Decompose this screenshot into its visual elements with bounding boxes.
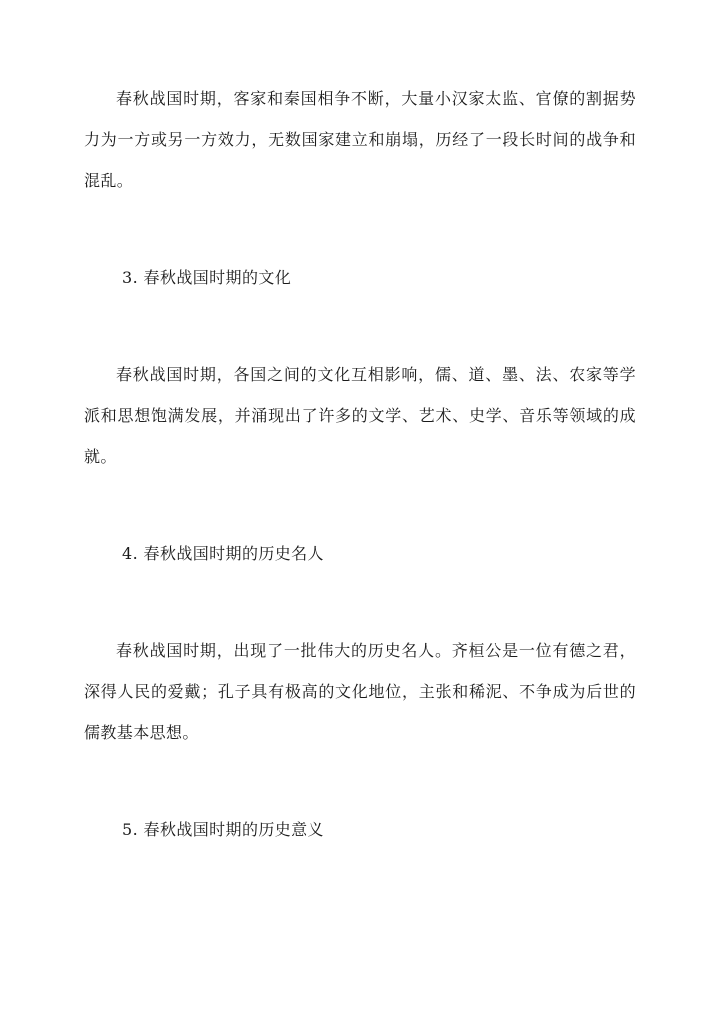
spacer: [84, 753, 636, 809]
paragraph-famous-people: 春秋战国时期，出现了一批伟大的历史名人。齐桓公是一位有德之君，深得人民的爱戴；孔子具有极高的文化地位，主张和稀泥、不争成为后世的儒教基本思想。: [84, 641, 636, 742]
document-page: [84, 78, 636, 850]
section-heading-culture: 3. 春秋战国时期的文化: [122, 268, 292, 287]
paragraph-warring-states-conflict: 春秋战国时期，客家和秦国相争不断，大量小汉家太监、官僚的割据势力为一方或另一方效力，无数国家建立和崩塌，历经了一段长时间的战争和混乱。: [84, 89, 636, 190]
spacer: [84, 298, 636, 354]
paragraph-culture: 春秋战国时期，各国之间的文化互相影响，儒、道、墨、法、农家等学派和思想饱满发展，并涌现出了许多的文学、艺术、史学、音乐等领域的成就。: [84, 365, 636, 466]
spacer: [84, 477, 636, 533]
spacer: [84, 574, 636, 630]
section-heading-famous-people: 4. 春秋战国时期的历史名人: [122, 544, 324, 563]
section-heading-historical-significance: 5. 春秋战国时期的历史意义: [122, 820, 324, 839]
spacer: [84, 201, 636, 257]
